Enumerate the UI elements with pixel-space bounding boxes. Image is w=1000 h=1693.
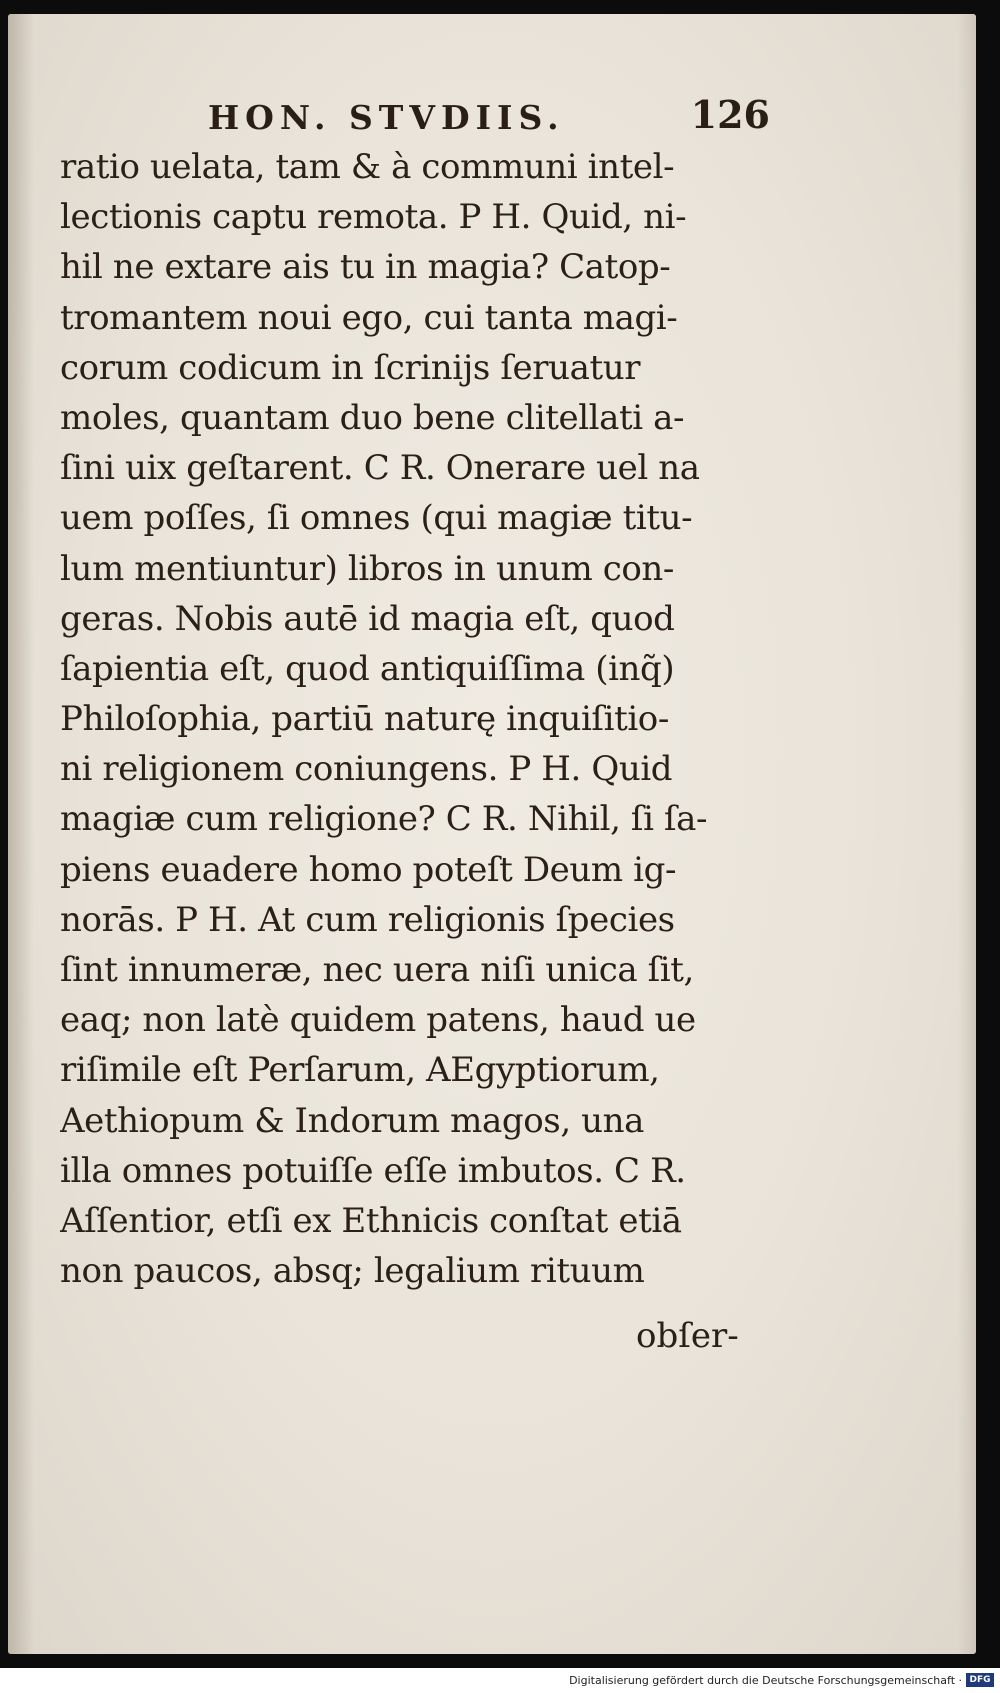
- digitization-footer: [0, 1668, 1000, 1693]
- text-line: non paucos, absq; legalium rituum: [60, 1251, 645, 1292]
- page-edge-shadow: [958, 14, 976, 1654]
- text-line: hil ne extare ais tu in magia? Catop-: [60, 247, 671, 288]
- text-line: lectionis captu remota. P H. Quid, ni-: [60, 197, 687, 238]
- text-line: Philoſophia, partiū naturę inquiſitio-: [60, 699, 669, 740]
- text-line: ratio uelata, tam & à communi intel-: [60, 147, 675, 187]
- text-line: norās. P H. At cum religionis ſpecies: [60, 899, 675, 940]
- text-line: corum codicum in ſcrinijs ſeruatur: [60, 347, 641, 388]
- catchword: obſer-: [636, 1316, 739, 1356]
- text-line: piens euadere homo poteſt Deum ig-: [60, 849, 677, 890]
- text-line: magiæ cum religione? C R. Nihil, ſi ſa-: [60, 799, 708, 840]
- running-head: HON. STVDIIS.: [208, 98, 565, 137]
- body-text: [60, 142, 760, 1296]
- text-line: lum mentiuntur) libros in unum con-: [60, 548, 675, 589]
- dfg-logo-icon: DFG: [966, 1673, 994, 1687]
- text-line: ſini uix geſtarent. C R. Onerare uel na: [60, 448, 700, 489]
- text-line: geras. Nobis autē id magia eſt, quod: [60, 598, 675, 639]
- funding-credit: Digitalisierung gefördert durch die Deutsche Forschungsgemeinschaft ·: [569, 1674, 962, 1687]
- text-line: ſint innumeræ, nec uera niſi unica ſit,: [60, 950, 694, 990]
- text-line: riſimile eſt Perſarum, AEgyptiorum,: [60, 1050, 660, 1091]
- page-gutter-shadow: [8, 14, 34, 1654]
- text-line: tromantem noui ego, cui tanta magi-: [60, 297, 678, 338]
- text-line: Aethiopum & Indorum magos, una: [60, 1100, 644, 1141]
- text-line: moles, quantam duo bene clitellati a-: [60, 397, 685, 438]
- text-line: eaq; non latè quidem patens, haud ue: [60, 1000, 696, 1041]
- text-line: Aſſentior, etſi ex Ethnicis conſtat etiā: [60, 1200, 682, 1241]
- text-line: illa omnes potuiſſe eſſe imbutos. C R.: [60, 1150, 686, 1191]
- page-header: [58, 92, 770, 142]
- text-line: uem poſſes, ſi omnes (qui magiæ titu-: [60, 498, 693, 539]
- text-line: ſapientia eſt, quod antiquiſſima (inq̃): [60, 648, 675, 689]
- text-line: ni religionem coniungens. P H. Quid: [60, 749, 673, 790]
- folio-number: 126: [690, 92, 770, 137]
- book-page: [8, 14, 976, 1654]
